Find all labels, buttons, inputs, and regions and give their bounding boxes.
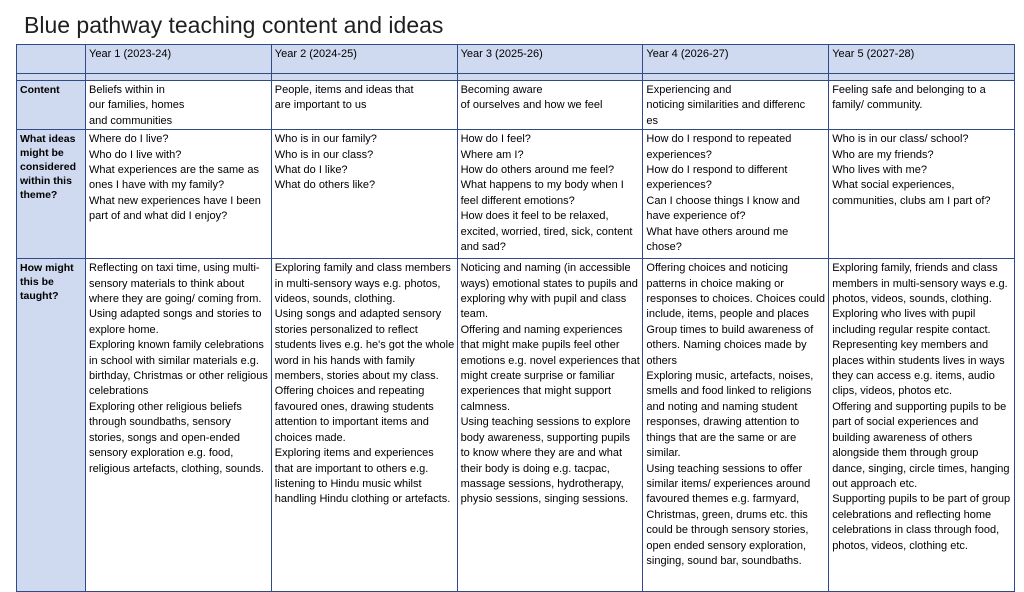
content-cell-year-2: People, items and ideas that are important to us [271, 81, 457, 130]
ideas-cell-year-2: Who is in our family? Who is in our class? What do I like? What do others like? [271, 130, 457, 259]
year-header-1: Year 1 (2023-24) [86, 45, 272, 74]
content-cell-year-1: Beliefs within in our families, homes and communities [86, 81, 272, 130]
spacer-row [17, 74, 1015, 81]
year-header-3: Year 3 (2025-26) [457, 45, 643, 74]
taught-cell-year-5: Exploring family, friends and class members in multi-sensory ways e.g. photos, videos, sounds, clothing. Exploring who lives with pupil including regular respite contact. Representing key members and places within students lives in ways they can access e.g. items, audio clips, videos, photos etc. Offering and supporting pupils to be part of social experiences and building awareness of others alongside them through group dance, singing, circle times, hanging out approach etc. Supporting pupils to be part of group celebrations and reflecting home celebrations in class through food, photos, videos, clothing etc. [829, 259, 1015, 592]
corner-cell [17, 45, 86, 74]
content-row [17, 81, 1015, 130]
content-cell-year-3: Becoming aware of ourselves and how we feel [457, 81, 643, 130]
taught-cell-year-3: Noticing and naming (in accessible ways) emotional states to pupils and exploring why with pupil and class team. Offering and naming experiences that might make pupils feel other emotions e.g. novel experiences that might create surprise or familiar experiences that might support calmness. Using teaching sessions to explore body awareness, supporting pupils to know where they are and what their body is doing e.g. tacpac, massage sessions, hydrotherapy, physio sessions, singing sessions. [457, 259, 643, 592]
taught-cell-year-2: Exploring family and class members in multi-sensory ways e.g. photos, videos, sounds, clothing. Using songs and adapted sensory stories personalized to reflect students lives e.g. he's got the whole word in his hands with family members, stories about my class. Offering choices and repeating favoured ones, drawing students attention to important items and choices made. Exploring items and experiences that are important to others e.g. listening to Hindu music whilst handling Hindu clothing or artefacts. [271, 259, 457, 592]
content-cell-year-5: Feeling safe and belonging to a family/ community. [829, 81, 1015, 130]
taught-row [17, 259, 1015, 592]
year-header-row [17, 45, 1015, 74]
row-label-content: Content [17, 81, 86, 130]
content-cell-year-4: Experiencing and noticing similarities and differenc es [643, 81, 829, 130]
ideas-row [17, 130, 1015, 259]
taught-cell-year-4: Offering choices and noticing patterns in choice making or responses to choices. Choices could include, items, people and places Group times to build awareness of others. Naming choices made by others Exploring music, artefacts, noises, smells and food linked to religions and noting and naming student responses, drawing attention to things that are the same or are similar. Using teaching sessions to offer similar items/ experiences around favoured themes e.g. farmyard, Christmas, green, drums etc. this could be through sensory stories, open ended sensory exploration, singing, sound bar, soundbaths. [643, 259, 829, 592]
ideas-cell-year-1: Where do I live? Who do I live with? What experiences are the same as ones I have with my family? What new experiences have I been part of and what did I enjoy? [86, 130, 272, 259]
year-header-5: Year 5 (2027-28) [829, 45, 1015, 74]
taught-cell-year-1: Reflecting on taxi time, using multi-sensory materials to think about where they are going/ coming from. Using adapted songs and stories to explore home. Exploring known family celebrations in school with similar materials e.g. birthday, Christmas or other religious celebrations Exploring other religious beliefs through soundbaths, sensory stories, songs and open-ended sensory exploration e.g. food, religious artefacts, clothing, sounds. [86, 259, 272, 592]
ideas-cell-year-3: How do I feel? Where am I? How do others around me feel? What happens to my body when I feel different emotions? How does it feel to be relaxed, excited, worried, tired, sick, content and sad? [457, 130, 643, 259]
year-header-2: Year 2 (2024-25) [271, 45, 457, 74]
year-header-4: Year 4 (2026-27) [643, 45, 829, 74]
page-title: Blue pathway teaching content and ideas [24, 12, 444, 38]
row-label-taught: How might this be taught? [17, 259, 86, 592]
ideas-cell-year-5: Who is in our class/ school? Who are my friends? Who lives with me? What social experiences, communities, clubs am I part of? [829, 130, 1015, 259]
teaching-content-table [16, 44, 1015, 592]
ideas-cell-year-4: How do I respond to repeated experiences? How do I respond to different experiences? Can I choose things I know and have experience of? What have others around me chose? [643, 130, 829, 259]
row-label-ideas: What ideas might be considered within this theme? [17, 130, 86, 259]
